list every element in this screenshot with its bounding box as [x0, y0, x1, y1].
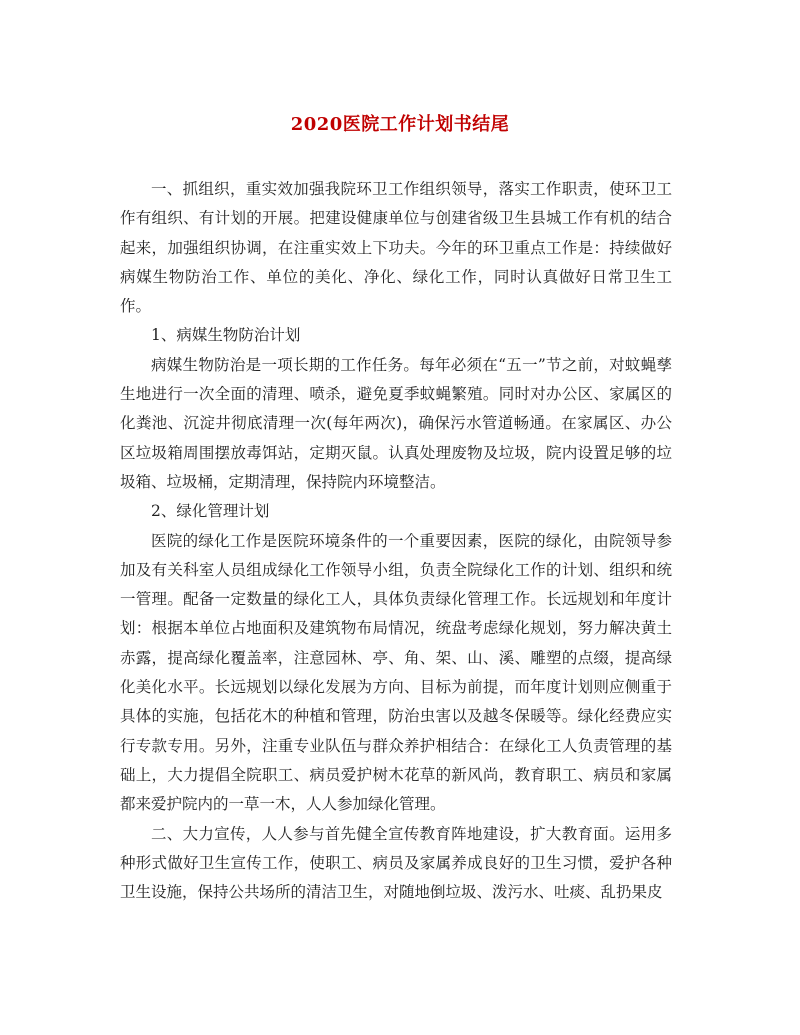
heading-greening: 2、绿化管理计划	[151, 502, 270, 521]
paragraph-publicity: 二、大力宣传，人人参与首先健全宣传教育阵地建设，扩大教育面。运用多种形式做好卫生宣传工作，使职工、病员及家属养成良好的卫生习惯，爱护各种卫生设施，保持公共场所的清洁卫生，对随地倒垃圾、泼污水、吐痰、乱扔果皮	[120, 824, 672, 902]
paragraph-organization: 一、抓组织，重实效加强我院环卫工作组织领导，落实工作职责，使环卫工作有组织、有计划的开展。把建设健康单位与创建省级卫生县城工作有机的结合起来，加强组织协调，在注重实效上下功夫。今年的环卫重点工作是：持续做好病媒生物防治工作、单位的美化、净化、绿化工作，同时认真做好日常卫生工作。	[120, 180, 672, 316]
paragraph-greening: 医院的绿化工作是医院环境条件的一个重要因素，医院的绿化，由院领导参加及有关科室人员组成绿化工作领导小组，负责全院绿化工作的计划、组织和统一管理。配备一定数量的绿化工人，具体负责绿化管理工作。长远规划和年度计划：根据本单位占地面积及建筑物布局情况，统盘考虑绿化规划，努力解决黄土赤露，提高绿化覆盖率，注意园林、亭、角、架、山、溪、雕塑的点缀，提高绿化美化水平。长远规划以绿化发展为方向、目标为前提，而年度计划则应侧重于具体的实施，包括花木的种植和管理，防治虫害以及越冬保暖等。绿化经费应实行专款专用。另外，注重专业队伍与群众养护相结合：在绿化工人负责管理的基础上，大力提倡全院职工、病员爱护树木花草的新风尚，教育职工、病员和家属都来爱护院内的一草一木，人人参加绿化管理。	[120, 531, 672, 814]
paragraph-vector-control: 病媒生物防治是一项长期的工作任务。每年必须在“五一”节之前，对蚊蝇孳生地进行一次全面的清理、喷杀，避免夏季蚊蝇繁殖。同时对办公区、家属区的化粪池、沉淀井彻底清理一次(每年两次)，确保污水管道畅通。在家属区、办公区垃圾箱周围摆放毒饵站，定期灭鼠。认真处理废物及垃圾，院内设置足够的垃圾箱、垃圾桶，定期清理，保持院内环境整洁。	[120, 355, 672, 491]
document-title: 2020医院工作计划书结尾	[290, 114, 510, 135]
document-body	[120, 175, 672, 907]
heading-vector-control: 1、病媒生物防治计划	[151, 326, 301, 345]
